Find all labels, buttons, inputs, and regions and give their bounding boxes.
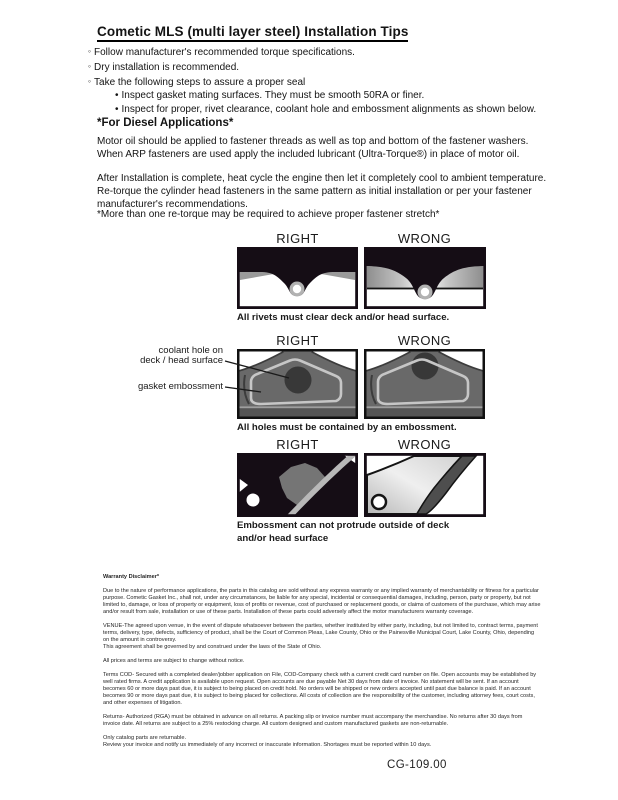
diagram-section bbox=[137, 231, 487, 545]
right-wrong-labels bbox=[237, 333, 487, 348]
annotation-line: deck / head surface bbox=[140, 355, 223, 366]
right-label: RIGHT bbox=[276, 231, 319, 246]
diagram-row-holes bbox=[137, 332, 487, 435]
tip-sub-item: • Inspect for proper, rivet clearance, coolant hole and embossment alignments as shown below. bbox=[115, 103, 558, 117]
diagram-boxes bbox=[237, 453, 487, 517]
holes-caption: All holes must be contained by an embossment. bbox=[237, 421, 457, 433]
diagram-boxes bbox=[237, 349, 487, 419]
governing-law-line: This agreement shall be governed by and construed under the laws of the State of Ohio. bbox=[103, 644, 322, 650]
wrong-label: WRONG bbox=[397, 332, 452, 348]
right-label: RIGHT bbox=[276, 332, 319, 348]
legal-fine-print bbox=[103, 574, 541, 756]
right-label: RIGHT bbox=[276, 437, 319, 452]
tip-item: ◦ Take the following steps to assure a proper seal bbox=[88, 75, 558, 90]
review-invoice-line: Review your invoice and notify us immediately of any incorrect or inaccurate information. Shortages must be reported within 10 days. bbox=[103, 742, 432, 748]
diesel-paragraph-1: Motor oil should be applied to fastener threads as well as top and bottom of the fastener washers. When ARP fasteners are used apply the included lubricant (Ultra-Torque®) in place of motor oil. bbox=[97, 136, 529, 160]
right-wrong-labels bbox=[237, 231, 487, 246]
retorque-note: *More than one re-torque may be required to achieve proper fastener stretch* bbox=[97, 209, 440, 220]
gasket-embossment-annotation: gasket embossment bbox=[137, 380, 223, 392]
right-wrong-labels bbox=[237, 437, 487, 452]
diesel-paragraph-2: After Installation is complete, heat cycle the engine then let it completely cool to ambient temperature. Re-torque the cylinder head fasteners in the same pattern as initial installation or per your fastener manufacturer's recommendations. bbox=[97, 173, 547, 210]
protrusion-wrong-diagram bbox=[364, 453, 486, 517]
diagram-row-rivets bbox=[237, 231, 487, 325]
warranty-paragraph: Due to the nature of performance applications, the parts in this catalog are sold without any express warranty or any implied warranty of merchantability or fitness for a particular purpose. Cometic Gasket Inc., shall not, under any circumstances, be liable for any special, incidental or consequential damages, including, person, party or property, but not limited to, damage, or loss of property or equipment, loss of profits or revenue, cost of purchased or replacement goods, or claims of customers of the purchase, which may arise and/or result from sale, installation or use of these parts. Installation of these parts could adversely affect the motor manufacturers warranty coverage. bbox=[103, 588, 541, 615]
prices-line: All prices and terms are subject to change without notice. bbox=[103, 658, 245, 664]
page-code: CG-109.00 bbox=[387, 759, 447, 771]
returns-paragraph: Returns- Authorized (RGA) must be obtained in advance on all returns. A packing slip or invoice number must accompany the merchandise. No returns after 30 days from invoice date. All returns are subject to a 25% restocking charge. All custom designed and custom manufactured gaskets are non-returnable. bbox=[103, 714, 523, 727]
tip-item: ◦ Follow manufacturer's recommended torque specifications. bbox=[88, 45, 558, 60]
wrong-label: WRONG bbox=[397, 437, 452, 452]
diagram-boxes bbox=[237, 247, 487, 309]
page-title: Cometic MLS (multi layer steel) Installation Tips bbox=[97, 24, 408, 42]
protrusion-right-diagram bbox=[237, 453, 358, 517]
caption-line: and/or head surface bbox=[237, 532, 329, 544]
protrusion-caption bbox=[237, 520, 487, 545]
wrong-label: WRONG bbox=[397, 231, 452, 246]
embossment-right-diagram bbox=[237, 349, 358, 419]
diesel-applications-heading: *For Diesel Applications* bbox=[97, 117, 234, 129]
installation-tips-list bbox=[88, 45, 558, 117]
warranty-disclaimer-heading: Warranty Disclaimer* bbox=[103, 574, 160, 580]
coolant-hole-annotation bbox=[75, 346, 223, 367]
tip-sub-item: • Inspect gasket mating surfaces. They must be smooth 50RA or finer. bbox=[115, 89, 558, 103]
tip-item: ◦ Dry installation is recommended. bbox=[88, 60, 558, 75]
rivet-wrong-diagram bbox=[364, 247, 486, 309]
venue-paragraph: VENUE-The agreed upon venue, in the event of dispute whatsoever between the parties, whether instituted by either party, including, but not limited to, contract terms, payment terms, delivery, type, defects, sufficiency of product, shall be the Court of Common Pleas, Lake County, Ohio or the Painesville Municipal Court, Lake County, Ohio, depending on the amount in controversy. bbox=[103, 623, 538, 643]
diagram-row-protrusion bbox=[237, 437, 487, 545]
terms-paragraph: Terms COD- Secured with a completed dealer/jobber application on File, COD-Company check with a current credit card number on file. Open accounts may be established by well rated firms. A credit application is available upon request. Open accounts are due payable Net 30 days from date of invoice. No statement will be sent. If an account becomes 60 or more days past due, it is subject to being placed on credit hold. No orders will be shipped or new orders accepted until past due balance is paid. If an account becomes 90 or more days past due, it is subject to being placed for collections. All costs of collection are the responsibility of the customer, including attorney fees, court costs, and other expenses of litigation. bbox=[103, 672, 537, 706]
rivet-caption: All rivets must clear deck and/or head surface. bbox=[237, 312, 450, 323]
caption-line: Embossment can not protrude outside of deck bbox=[237, 520, 450, 531]
returnable-line: Only catalog parts are returnable. bbox=[103, 735, 187, 741]
rivet-right-diagram bbox=[237, 247, 358, 309]
annotation-line: coolant hole on bbox=[158, 344, 223, 356]
embossment-wrong-diagram bbox=[364, 349, 485, 419]
